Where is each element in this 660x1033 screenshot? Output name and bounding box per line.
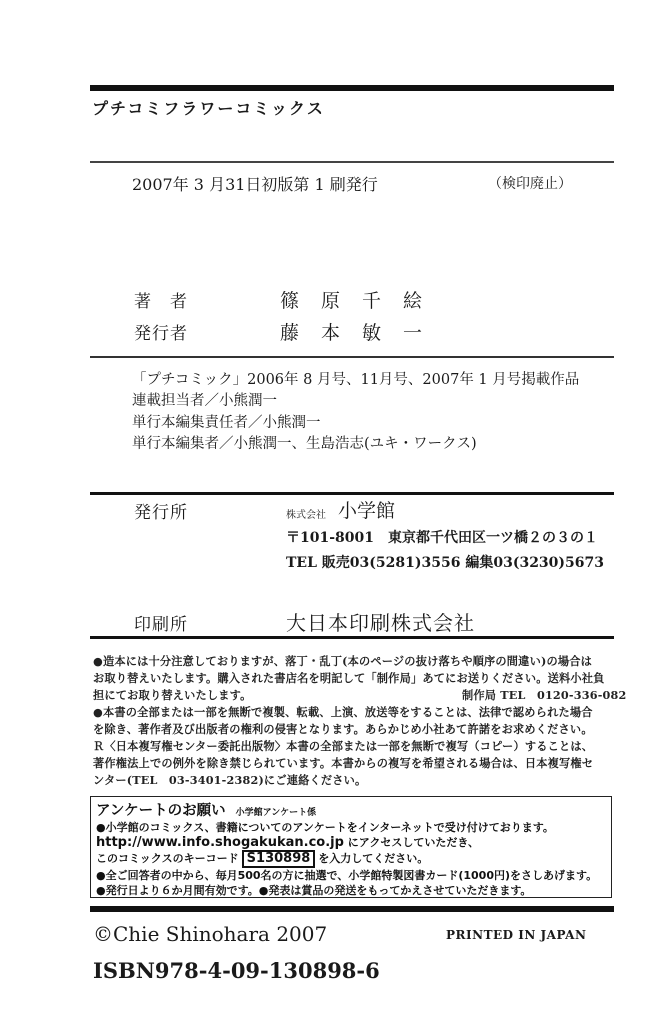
questionnaire-department: 小学館アンケート係 — [235, 808, 317, 818]
questionnaire-header — [96, 799, 316, 820]
defect-notice-line: 担にてお取り替えいたします。 — [93, 688, 252, 702]
copyright-notice-line: 著作権法上での例外を除き禁じられています。本書からの複写を希望される場合は、日本複写権セ — [93, 756, 594, 770]
credit-line: 単行本編集者／小熊潤一、生島浩志(ユキ・ワークス) — [132, 436, 477, 452]
url-suffix: にアクセスしていただき、 — [343, 836, 479, 849]
questionnaire-line: ●小学館のコミックス、書籍についてのアンケートをインターネットで受け付けております。 — [96, 821, 554, 834]
date-rule — [90, 161, 614, 163]
publisher-address: 〒101-8001 東京都千代田区一ツ橋２の３の１ — [286, 530, 598, 546]
key-suffix: を入力してください。 — [318, 852, 429, 865]
questionnaire-title: アンケートのお願い — [96, 803, 226, 819]
printer-label: 印刷所 — [134, 615, 188, 635]
key-code-badge: S130898 — [242, 850, 316, 868]
printer-rule — [90, 636, 614, 639]
defect-contact: 制作局 TEL 0120-336-082 — [462, 688, 627, 702]
publishing-house-name: 小学館 — [338, 500, 396, 522]
questionnaire-keycode-line — [96, 850, 428, 868]
author-name: 篠原千絵 — [280, 290, 445, 312]
footer-thick-rule — [90, 906, 614, 912]
seal-note: （検印廃止） — [488, 176, 572, 192]
printer-name: 大日本印刷株式会社 — [286, 611, 475, 635]
copyright-notice-line: Ｒ〈日本複写権センター委託出版物〉本書の全部または一部を無断で複写（コピー）することは、 — [93, 739, 594, 753]
isbn: ISBN978-4-09-130898-6 — [93, 958, 380, 983]
author-label: 著 者 — [134, 292, 188, 312]
copyright-notice-line: を除き、著作者及び出版者の権利の侵害となります。あらかじめ小社あて許諾をお求めください。 — [93, 722, 593, 736]
survey-url-link[interactable]: http://www.info.shogakukan.co.jp — [96, 835, 344, 850]
publisher-tel: TEL 販売03(5281)3556 編集03(3230)5673 — [286, 555, 605, 571]
credit-line: 単行本編集責任者／小熊潤一 — [132, 415, 321, 431]
printed-in-japan: PRINTED IN JAPAN — [446, 928, 587, 942]
questionnaire-line: ●発行日より６か月間有効です。●発表は賞品の発送をもってかえさせていただきます。 — [96, 884, 532, 897]
copyright-notice-line: ●本書の全部または一部を無断で複製、転載、上演、放送等をすることは、法律で認められた場合 — [93, 705, 593, 719]
questionnaire-url-line — [96, 834, 479, 850]
credit-line: 連載担当者／小熊潤一 — [132, 393, 277, 409]
questionnaire-box — [90, 796, 612, 898]
key-prefix: このコミックスのキーコード — [96, 852, 239, 865]
defect-notice-line: ●造本には十分注意しておりますが、落丁・乱丁(本のページの抜け落ちや順序の間違い)の場合は — [93, 654, 593, 668]
defect-notice-line: お取り替えいたします。購入された書店名を明記して「制作局」あてにお送りください。送料小社負 — [93, 671, 605, 685]
publisher-person-label: 発行者 — [134, 324, 188, 344]
corp-prefix: 株式会社 — [286, 510, 326, 521]
copyright-notice-line: ンター(TEL 03-3401-2382)にご連絡ください。 — [93, 773, 367, 787]
top-thick-rule — [90, 85, 614, 91]
credit-line: 「プチコミック」2006年 8 月号、11月号、2007年 1 月号掲載作品 — [132, 372, 580, 388]
questionnaire-line: ●全ご回答者の中から、毎月500名の方に抽選で、小学館特製図書カード(1000円)をさしあげます。 — [96, 869, 598, 882]
publisher-rule — [90, 492, 614, 495]
publisher-person-name: 藤本敏一 — [280, 322, 445, 344]
series-title: プチコミフラワーコミックス — [92, 99, 325, 118]
publication-date: 2007年 3 月31日初版第 1 刷発行 — [132, 175, 378, 194]
publishing-house-label: 発行所 — [134, 503, 188, 523]
copyright-line: ©Chie Shinohara 2007 — [93, 922, 328, 946]
people-rule — [90, 356, 614, 358]
